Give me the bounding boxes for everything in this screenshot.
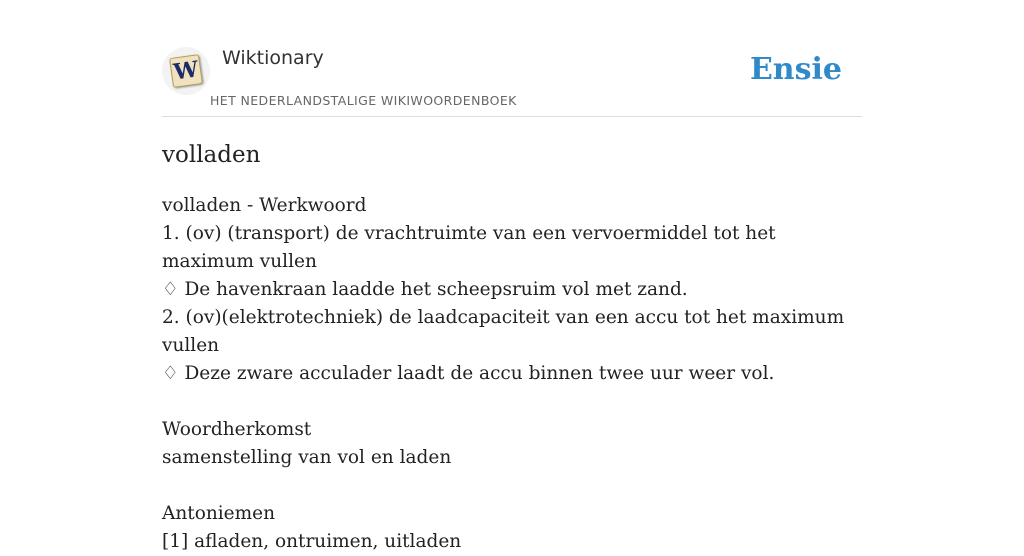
- antonyms-text: [1] afladen, ontruimen, uitladen: [162, 531, 462, 552]
- antonyms-heading: Antoniemen: [162, 503, 276, 524]
- definition-2: 2. (ov)(elektrotechniek) de laadcapaciteit van een accu tot het maximum vullen: [162, 307, 845, 356]
- page-title: volladen: [162, 142, 261, 168]
- ensie-brand-link[interactable]: Ensie: [749, 52, 842, 87]
- spacer: [162, 472, 862, 500]
- headword-line: volladen - Werkwoord: [162, 195, 367, 216]
- page-container: [162, 0, 862, 552]
- entry-content: [162, 192, 862, 556]
- etymology-heading: Woordherkomst: [162, 419, 312, 440]
- wiktionary-logo-icon: W: [169, 54, 203, 88]
- definition-1: 1. (ov) (transport) de vrachtruimte van een vervoermiddel tot het maximum vullen: [162, 223, 776, 272]
- site-header: [162, 0, 862, 117]
- site-name-link[interactable]: Wiktionary: [222, 47, 324, 69]
- example-1: ♢ De havenkraan laadde het scheepsruim vol met zand.: [162, 279, 688, 300]
- spacer: [162, 388, 862, 416]
- example-2: ♢ Deze zware acculader laadt de accu binnen twee uur weer vol.: [162, 363, 775, 384]
- site-tagline: HET NEDERLANDSTALIGE WIKIWOORDENBOEK: [210, 93, 517, 108]
- wiktionary-logo[interactable]: [162, 47, 210, 95]
- etymology-text: samenstelling van vol en laden: [162, 447, 452, 468]
